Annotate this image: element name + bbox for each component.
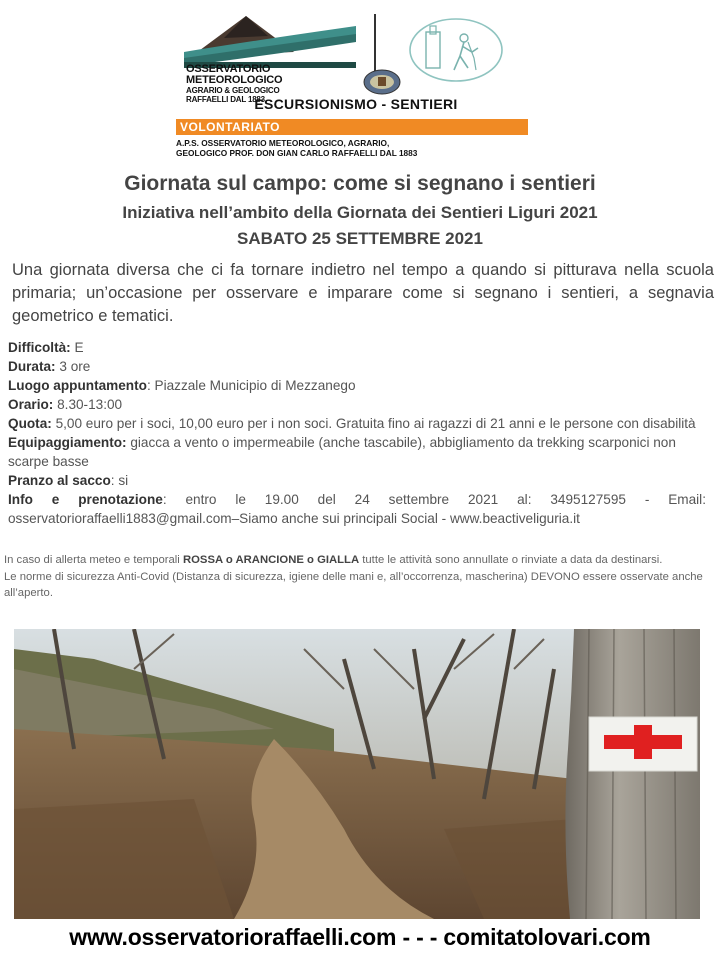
banner-label: VOLONTARIATO [180, 120, 280, 134]
detail-value: : entro le 19.00 del 24 settembre 2021 al: 3495127595 - Email: [162, 492, 706, 507]
org-line-4: RAFFAELLI DAL 1883 [186, 95, 265, 104]
detail-value: 5,00 euro per i soci, 10,00 euro per i non soci. Gratuita fino ai ragazzi di 21 anni e le persone con disabilità [51, 416, 696, 431]
detail-value: 3 ore [55, 359, 91, 374]
detail-value: E [70, 340, 84, 355]
org-line-2: METEOROLOGICO [186, 74, 283, 86]
detail-value: : Piazzale Municipio di Mezzanego [146, 378, 356, 393]
detail-label: Difficoltà: [8, 340, 71, 355]
aps-line-2: GEOLOGICO PROF. DON GIAN CARLO RAFFAELLI DAL 1883 [176, 148, 418, 158]
detail-label: Luogo appuntamento [8, 378, 147, 393]
alert-text-post: tutte le attività sono annullate o rinviate a data da destinarsi. [359, 554, 663, 566]
volontariato-banner [176, 119, 528, 135]
page-title: Giornata sul campo: come si segnano i sentieri [124, 172, 596, 195]
org-line-1: OSSERVATORIO [186, 63, 271, 75]
detail-label: Orario: [8, 397, 54, 412]
detail-luogo [8, 376, 706, 395]
observatory-logo [184, 12, 354, 102]
seal-icon [362, 68, 402, 96]
detail-value: : si [110, 473, 129, 488]
event-date: SABATO 25 SETTEMBRE 2021 [237, 229, 483, 248]
org-line-3: AGRARIO & GEOLOGICO [186, 86, 280, 95]
detail-equipaggiamento [8, 433, 706, 471]
detail-info [8, 490, 706, 509]
header-logo-area [170, 8, 550, 160]
detail-quota [8, 414, 706, 433]
intro-paragraph: Una giornata diversa che ci fa tornare indietro nel tempo a quando si pitturava nella scuola primaria; un’occasione per osservare e imparare come si segnano i sentieri, a segnavia geometrico e tematici. [12, 261, 714, 325]
trail-photo [14, 629, 700, 919]
event-details [8, 338, 706, 528]
detail-label: Durata: [8, 359, 56, 374]
detail-pranzo [8, 471, 706, 490]
mountain-logo-icon [184, 12, 356, 68]
alert-colors: ROSSA o ARANCIONE o GIALLA [182, 554, 360, 566]
aps-caption [176, 138, 556, 158]
detail-info-contacts: osservatorioraffaelli1883@gmail.com–Siamo anche sui principali Social - www.beactiveliguria.it [8, 511, 580, 526]
page-subtitle: Iniziativa nell’ambito della Giornata dei Sentieri Liguri 2021 [122, 203, 598, 222]
footer-websites: www.osservatorioraffaelli.com - - - comitatolovari.com [69, 924, 651, 950]
notes-block [4, 552, 708, 602]
detail-durata [8, 357, 706, 376]
hiker-circle-logo-icon [408, 18, 504, 82]
covid-note: Le norme di sicurezza Anti-Covid (Distanza di sicurezza, igiene delle mani e, all’occorrenza, mascherina) DEVONO essere osservate anche all’aperto. [4, 570, 703, 599]
detail-orario [8, 395, 706, 414]
section-heading: ESCURSIONISMO - SENTIERI [254, 96, 458, 112]
detail-label: Pranzo al sacco [8, 473, 111, 488]
detail-value: 8.30-13:00 [53, 397, 123, 412]
detail-label: Equipaggiamento: [8, 435, 127, 450]
detail-label: Info e prenotazione [8, 492, 163, 507]
weather-alert-note [4, 552, 708, 569]
trail-photo-icon [14, 629, 700, 919]
aps-line-1: A.P.S. OSSERVATORIO METEOROLOGICO, AGRARIO, [176, 138, 390, 148]
detail-difficolta [8, 338, 706, 357]
detail-value: giacca a vento o impermeabile (anche tascabile), abbigliamento da trekking scarponici non scarpe basse [8, 435, 676, 469]
alert-text-pre: In caso di allerta meteo e temporali [4, 554, 183, 566]
detail-label: Quota: [8, 416, 52, 431]
